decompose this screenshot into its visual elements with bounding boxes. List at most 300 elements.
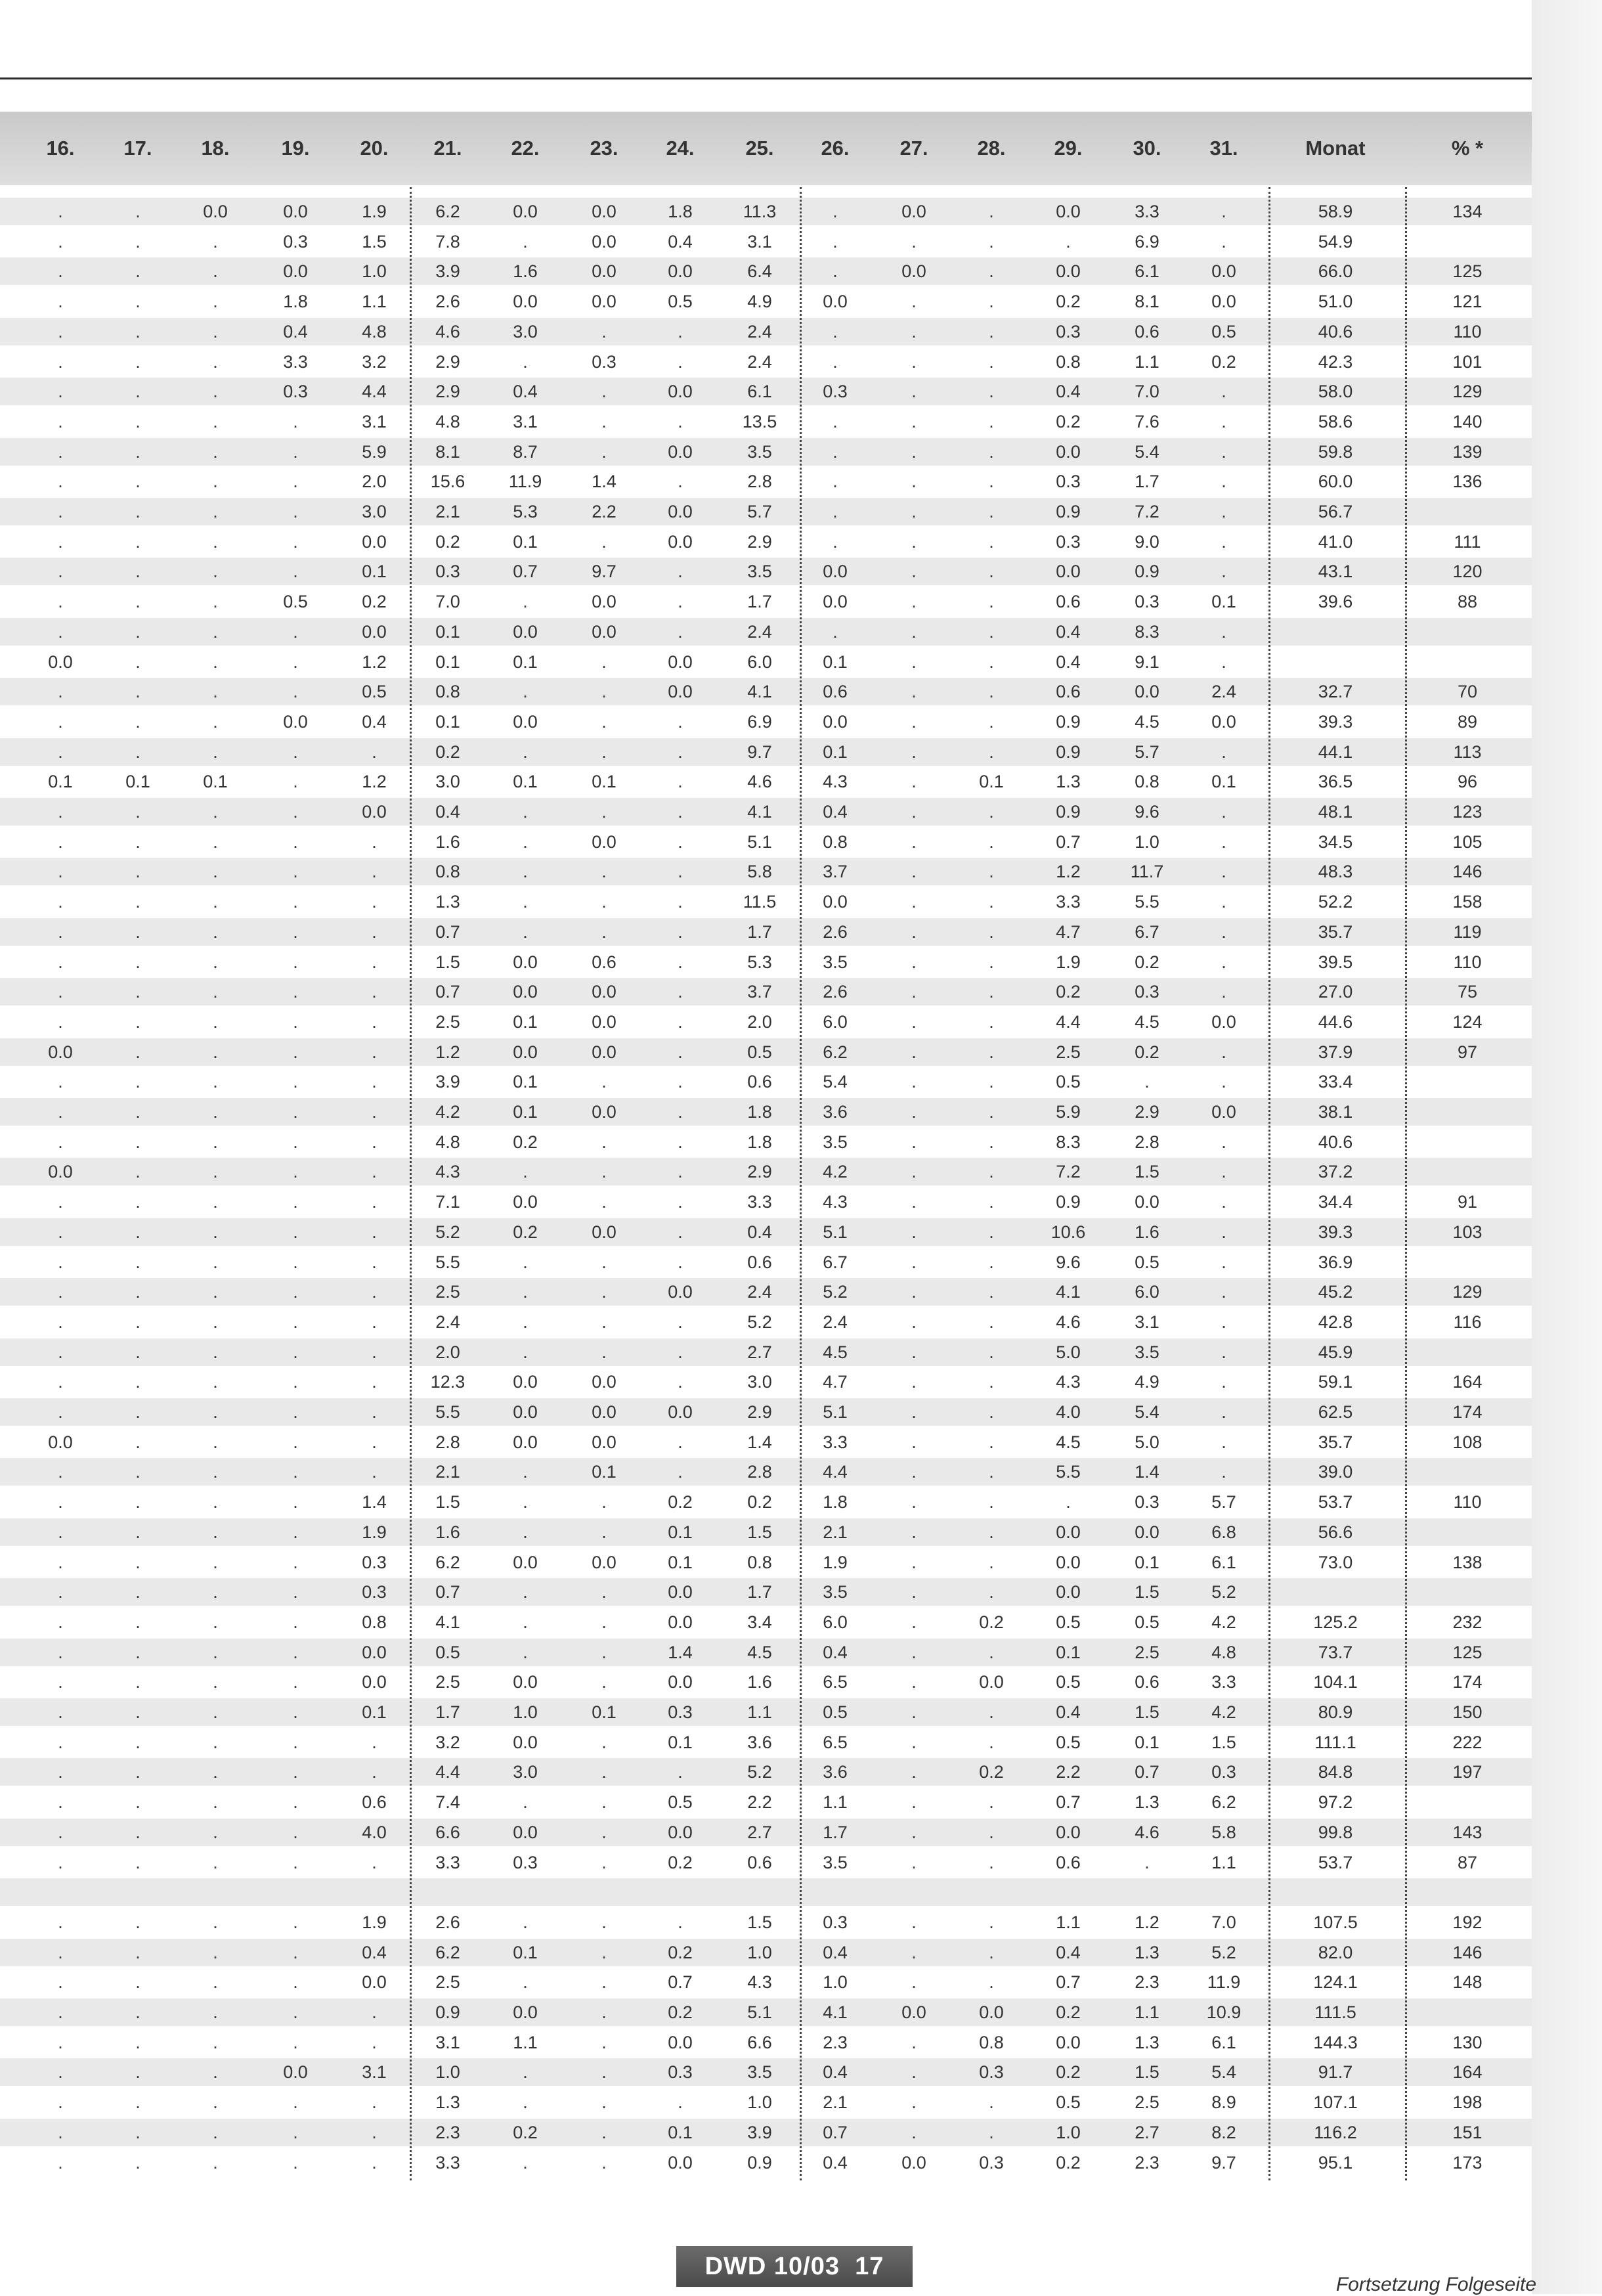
table-cell: . bbox=[372, 1132, 377, 1152]
table-cell: . bbox=[293, 1732, 298, 1752]
table-cell: 8.9 bbox=[1211, 2092, 1236, 2113]
table-cell: . bbox=[213, 2122, 218, 2142]
table-cell: 5.0 bbox=[1135, 1432, 1159, 1452]
table-cell: 1.4 bbox=[362, 1492, 387, 1512]
table-cell: 0.4 bbox=[1056, 621, 1081, 642]
table-cell: 6.2 bbox=[435, 1942, 460, 1962]
table-cell: 0.1 bbox=[592, 1702, 617, 1722]
table-cell: . bbox=[213, 1492, 218, 1512]
column-separator bbox=[800, 187, 802, 2180]
continuation-note: Fortsetzung Folgeseite bbox=[1335, 2274, 1536, 2295]
table-cell: . bbox=[911, 682, 917, 702]
table-cell: . bbox=[213, 382, 218, 402]
table-cell: 0.0 bbox=[48, 651, 73, 672]
table-cell: . bbox=[58, 1222, 63, 1242]
table-cell: . bbox=[523, 1612, 528, 1632]
table-cell: 0.0 bbox=[48, 1432, 73, 1452]
table-cell: 0.0 bbox=[592, 1552, 617, 1572]
table-cell: 0.5 bbox=[1211, 321, 1236, 342]
table-cell: . bbox=[372, 1402, 377, 1422]
table-cell: 2.5 bbox=[435, 1282, 460, 1302]
table-cell: . bbox=[213, 2062, 218, 2083]
table-cell: . bbox=[911, 1312, 917, 1332]
table-cell: 0.7 bbox=[435, 921, 460, 942]
table-cell: 0.3 bbox=[1056, 531, 1081, 552]
table-cell: . bbox=[911, 411, 917, 431]
table-cell: 56.6 bbox=[1318, 1522, 1353, 1542]
table-cell: 91 bbox=[1457, 1192, 1478, 1212]
table-cell: 0.3 bbox=[1135, 1492, 1159, 1512]
table-cell: . bbox=[135, 1462, 141, 1482]
table-cell: 0.0 bbox=[1056, 1522, 1081, 1542]
table-cell: 0.6 bbox=[1056, 1852, 1081, 1872]
table-cell: . bbox=[833, 472, 838, 492]
table-cell: . bbox=[911, 1732, 917, 1752]
table-cell: 124.1 bbox=[1313, 1972, 1358, 1993]
table-cell: 0.0 bbox=[979, 1672, 1004, 1692]
table-cell: . bbox=[135, 921, 141, 942]
table-cell: 129 bbox=[1452, 382, 1483, 402]
table-cell: . bbox=[372, 1342, 377, 1362]
table-cell: . bbox=[989, 1912, 994, 1932]
table-cell: 39.6 bbox=[1318, 592, 1353, 612]
table-cell: . bbox=[911, 711, 917, 732]
table-cell: . bbox=[989, 711, 994, 732]
table-cell: . bbox=[678, 741, 683, 762]
table-cell: . bbox=[911, 892, 917, 912]
table-cell: . bbox=[293, 562, 298, 582]
table-cell: 1.2 bbox=[1135, 1912, 1159, 1932]
table-cell: 192 bbox=[1452, 1912, 1483, 1932]
table-cell: 58.6 bbox=[1318, 411, 1353, 431]
table-cell: . bbox=[58, 952, 63, 972]
table-cell: . bbox=[1221, 1162, 1226, 1182]
table-cell: . bbox=[678, 321, 683, 342]
table-cell: . bbox=[135, 711, 141, 732]
table-cell: 42.3 bbox=[1318, 351, 1353, 372]
table-cell: 0.0 bbox=[823, 711, 848, 732]
table-cell: 7.4 bbox=[435, 1792, 460, 1813]
table-cell: 6.0 bbox=[823, 1011, 848, 1032]
table-cell: 0.0 bbox=[362, 531, 387, 552]
table-cell: . bbox=[989, 831, 994, 852]
table-cell: 3.3 bbox=[1056, 892, 1081, 912]
table-cell: 7.0 bbox=[1211, 1912, 1236, 1932]
table-cell: 3.3 bbox=[283, 351, 308, 372]
table-cell: . bbox=[911, 1222, 917, 1242]
table-cell: . bbox=[372, 921, 377, 942]
table-cell: . bbox=[293, 651, 298, 672]
table-cell: . bbox=[911, 741, 917, 762]
table-cell: . bbox=[601, 892, 607, 912]
table-cell: . bbox=[293, 982, 298, 1002]
table-cell: . bbox=[989, 321, 994, 342]
table-cell: . bbox=[293, 1792, 298, 1813]
table-cell: . bbox=[601, 1162, 607, 1182]
table-cell: 1.0 bbox=[747, 1942, 772, 1962]
table-cell: . bbox=[523, 892, 528, 912]
table-cell: . bbox=[601, 741, 607, 762]
table-cell: 1.0 bbox=[435, 2062, 460, 2083]
table-cell: . bbox=[911, 1192, 917, 1212]
table-cell: 4.9 bbox=[1135, 1372, 1159, 1392]
table-cell: 56.7 bbox=[1318, 502, 1353, 521]
table-cell: 1.5 bbox=[1135, 1582, 1159, 1602]
table-cell: . bbox=[372, 1222, 377, 1242]
row-band bbox=[0, 1878, 1532, 1906]
table-cell: . bbox=[523, 592, 528, 612]
table-cell: 0.6 bbox=[747, 1252, 772, 1272]
table-cell: 3.2 bbox=[435, 1732, 460, 1752]
table-cell: . bbox=[678, 1162, 683, 1182]
table-cell: 0.0 bbox=[592, 1011, 617, 1032]
table-cell: . bbox=[911, 862, 917, 882]
table-cell: 7.0 bbox=[435, 592, 460, 612]
table-cell: . bbox=[1066, 231, 1071, 252]
table-cell: . bbox=[213, 682, 218, 702]
table-cell: . bbox=[911, 1702, 917, 1722]
table-cell: . bbox=[293, 1462, 298, 1482]
table-cell: 1.9 bbox=[823, 1552, 848, 1572]
table-cell: 5.9 bbox=[362, 441, 387, 462]
table-cell: 4.6 bbox=[435, 321, 460, 342]
table-cell: . bbox=[989, 1582, 994, 1602]
table-cell: 5.5 bbox=[435, 1252, 460, 1272]
table-cell: . bbox=[213, 1582, 218, 1602]
table-cell: . bbox=[135, 202, 141, 221]
table-cell: 0.4 bbox=[823, 2062, 848, 2083]
table-cell: 2.1 bbox=[435, 1462, 460, 1482]
table-cell: . bbox=[1221, 1402, 1226, 1422]
table-cell: . bbox=[523, 1312, 528, 1332]
table-cell: . bbox=[1221, 202, 1226, 221]
table-cell: 4.3 bbox=[823, 1192, 848, 1212]
table-cell: . bbox=[601, 2152, 607, 2173]
table-cell: . bbox=[601, 2122, 607, 2142]
table-cell: . bbox=[58, 1552, 63, 1572]
table-cell: 3.3 bbox=[823, 1432, 848, 1452]
table-cell: . bbox=[58, 1011, 63, 1032]
table-cell: 54.9 bbox=[1318, 231, 1353, 252]
table-cell: . bbox=[989, 1462, 994, 1482]
table-cell: 0.9 bbox=[1056, 741, 1081, 762]
table-cell: . bbox=[58, 1312, 63, 1332]
table-cell: . bbox=[601, 1672, 607, 1692]
table-cell: . bbox=[58, 502, 63, 521]
table-cell: . bbox=[678, 1192, 683, 1212]
table-cell: . bbox=[213, 1972, 218, 1993]
table-cell: 2.9 bbox=[1135, 1102, 1159, 1122]
table-cell: 0.0 bbox=[668, 1402, 693, 1422]
table-cell: 174 bbox=[1452, 1402, 1483, 1422]
table-cell: 0.0 bbox=[592, 1432, 617, 1452]
table-cell: . bbox=[989, 441, 994, 462]
table-cell: . bbox=[372, 741, 377, 762]
table-cell: . bbox=[135, 1852, 141, 1872]
table-cell: 1.7 bbox=[823, 1822, 848, 1842]
table-cell: . bbox=[911, 1582, 917, 1602]
table-cell: . bbox=[1221, 1222, 1226, 1242]
table-cell: . bbox=[293, 1702, 298, 1722]
table-cell: . bbox=[1221, 892, 1226, 912]
table-cell: . bbox=[135, 1162, 141, 1182]
table-cell: . bbox=[911, 772, 917, 792]
table-cell: 6.5 bbox=[823, 1672, 848, 1692]
table-cell: . bbox=[601, 1072, 607, 1092]
table-cell: . bbox=[989, 1192, 994, 1212]
table-cell: . bbox=[678, 1042, 683, 1062]
table-cell: 0.3 bbox=[283, 231, 308, 252]
table-cell: . bbox=[1221, 1432, 1226, 1452]
column-separator bbox=[410, 187, 412, 2180]
table-cell: 3.1 bbox=[1135, 1312, 1159, 1332]
table-cell: . bbox=[58, 1522, 63, 1542]
table-cell: 0.2 bbox=[668, 1492, 693, 1512]
table-cell: . bbox=[601, 1942, 607, 1962]
table-cell: . bbox=[293, 1192, 298, 1212]
table-cell: 41.0 bbox=[1318, 531, 1353, 552]
table-cell: 0.1 bbox=[435, 621, 460, 642]
table-cell: 1.6 bbox=[513, 261, 538, 282]
table-cell: . bbox=[58, 1282, 63, 1302]
table-cell: 0.5 bbox=[283, 592, 308, 612]
table-cell: 5.7 bbox=[747, 502, 772, 521]
table-cell: 84.8 bbox=[1318, 1762, 1353, 1782]
table-cell: 2.9 bbox=[747, 1402, 772, 1422]
table-cell: 0.3 bbox=[1135, 592, 1159, 612]
table-cell: . bbox=[833, 321, 838, 342]
column-header: 21. bbox=[433, 137, 462, 160]
table-cell: 4.1 bbox=[747, 682, 772, 702]
table-cell: 116 bbox=[1453, 1312, 1482, 1332]
table-cell: 3.9 bbox=[435, 1072, 460, 1092]
table-cell: . bbox=[372, 1282, 377, 1302]
table-cell: . bbox=[989, 592, 994, 612]
table-cell: . bbox=[833, 202, 838, 221]
table-cell: . bbox=[58, 1612, 63, 1632]
table-cell: . bbox=[293, 1402, 298, 1422]
table-cell: . bbox=[678, 2092, 683, 2113]
table-cell: 0.0 bbox=[1211, 711, 1236, 732]
table-cell: 2.8 bbox=[435, 1432, 460, 1452]
table-cell: 0.0 bbox=[668, 1822, 693, 1842]
table-cell: 34.5 bbox=[1318, 831, 1353, 852]
table-cell: 4.8 bbox=[362, 321, 387, 342]
table-cell: 3.1 bbox=[747, 231, 772, 252]
table-cell: 0.8 bbox=[435, 862, 460, 882]
table-cell: 0.2 bbox=[513, 1222, 538, 1242]
table-cell: 4.0 bbox=[1056, 1402, 1081, 1422]
table-cell: 0.0 bbox=[513, 982, 538, 1002]
table-cell: . bbox=[911, 1372, 917, 1392]
table-cell: . bbox=[372, 1252, 377, 1272]
table-cell: 7.0 bbox=[1135, 382, 1159, 402]
table-cell: . bbox=[135, 1011, 141, 1032]
table-cell: . bbox=[213, 1792, 218, 1813]
table-cell: . bbox=[1221, 802, 1226, 822]
table-cell: 0.7 bbox=[1056, 1972, 1081, 1993]
table-cell: 113 bbox=[1453, 741, 1482, 762]
table-cell: . bbox=[135, 1192, 141, 1212]
table-cell: 0.0 bbox=[1211, 1011, 1236, 1032]
table-cell: . bbox=[372, 831, 377, 852]
table-cell: 32.7 bbox=[1318, 682, 1353, 702]
table-cell: 0.0 bbox=[668, 1582, 693, 1602]
column-header: 17. bbox=[123, 137, 152, 160]
table-cell: . bbox=[989, 1702, 994, 1722]
table-cell: 1.8 bbox=[668, 202, 693, 221]
table-cell: 2.4 bbox=[1211, 682, 1236, 702]
table-cell: 1.3 bbox=[435, 2092, 460, 2113]
table-cell: 4.6 bbox=[1056, 1312, 1081, 1332]
table-cell: 3.5 bbox=[823, 1852, 848, 1872]
table-cell: 0.2 bbox=[1056, 292, 1081, 312]
table-cell: 4.3 bbox=[823, 772, 848, 792]
table-cell: 0.0 bbox=[823, 892, 848, 912]
table-cell: . bbox=[601, 2062, 607, 2083]
table-cell: . bbox=[58, 1732, 63, 1752]
table-cell: . bbox=[58, 982, 63, 1002]
table-cell: 8.7 bbox=[513, 441, 538, 462]
table-cell: 0.2 bbox=[1056, 2152, 1081, 2173]
table-cell: 97.2 bbox=[1318, 1792, 1353, 1813]
table-cell: . bbox=[293, 952, 298, 972]
table-cell: . bbox=[601, 682, 607, 702]
table-cell: . bbox=[911, 231, 917, 252]
table-cell: 0.3 bbox=[362, 1552, 387, 1572]
table-cell: . bbox=[911, 1011, 917, 1032]
table-cell: . bbox=[135, 1552, 141, 1572]
table-cell: 0.3 bbox=[592, 351, 617, 372]
table-cell: 0.4 bbox=[668, 231, 693, 252]
table-cell: . bbox=[911, 321, 917, 342]
table-cell: 5.4 bbox=[1135, 1402, 1159, 1422]
table-cell: . bbox=[58, 1462, 63, 1482]
table-cell: . bbox=[58, 321, 63, 342]
table-cell: 0.1 bbox=[513, 651, 538, 672]
table-cell: 0.2 bbox=[1056, 2002, 1081, 2022]
table-cell: . bbox=[58, 1072, 63, 1092]
table-cell: . bbox=[601, 411, 607, 431]
table-cell: 39.5 bbox=[1318, 952, 1353, 972]
table-cell: . bbox=[213, 1342, 218, 1362]
table-cell: 1.5 bbox=[435, 1492, 460, 1512]
table-cell: 1.5 bbox=[747, 1912, 772, 1932]
table-cell: 80.9 bbox=[1318, 1702, 1353, 1722]
table-cell: . bbox=[601, 1132, 607, 1152]
table-cell: . bbox=[989, 862, 994, 882]
table-cell: . bbox=[601, 1642, 607, 1662]
table-cell: . bbox=[601, 1252, 607, 1272]
table-cell: . bbox=[1221, 621, 1226, 642]
column-header: 23. bbox=[590, 137, 618, 160]
table-cell: . bbox=[989, 1252, 994, 1272]
table-cell: . bbox=[135, 1222, 141, 1242]
table-cell: . bbox=[989, 1102, 994, 1122]
table-cell: . bbox=[911, 1252, 917, 1272]
table-cell: 2.5 bbox=[1135, 2092, 1159, 2113]
table-cell: 3.5 bbox=[747, 2062, 772, 2083]
table-cell: 1.2 bbox=[1056, 862, 1081, 882]
table-cell: . bbox=[601, 2032, 607, 2052]
table-cell: . bbox=[601, 1282, 607, 1302]
footer-badge bbox=[676, 2246, 913, 2287]
table-cell: . bbox=[58, 682, 63, 702]
table-cell: . bbox=[989, 411, 994, 431]
table-cell: . bbox=[58, 1582, 63, 1602]
table-cell: . bbox=[58, 1762, 63, 1782]
table-cell: . bbox=[58, 1102, 63, 1122]
table-cell: 0.0 bbox=[901, 202, 926, 221]
table-cell: 27.0 bbox=[1318, 982, 1353, 1002]
table-cell: . bbox=[213, 741, 218, 762]
table-cell: . bbox=[1144, 1072, 1150, 1092]
table-cell: 6.7 bbox=[823, 1252, 848, 1272]
table-cell: . bbox=[293, 621, 298, 642]
table-cell: 3.9 bbox=[747, 2122, 772, 2142]
table-cell: 2.2 bbox=[1056, 1762, 1081, 1782]
table-cell: 12.3 bbox=[430, 1372, 465, 1392]
table-cell: 3.0 bbox=[513, 1762, 538, 1782]
table-cell: . bbox=[213, 802, 218, 822]
table-cell: 3.0 bbox=[362, 502, 387, 521]
table-cell: 11.7 bbox=[1130, 862, 1164, 882]
table-cell: 0.3 bbox=[823, 382, 848, 402]
table-cell: . bbox=[601, 1492, 607, 1512]
table-cell: 0.4 bbox=[362, 711, 387, 732]
table-cell: 6.0 bbox=[1135, 1282, 1159, 1302]
table-cell: . bbox=[293, 2002, 298, 2022]
table-cell: . bbox=[989, 1402, 994, 1422]
table-cell: . bbox=[213, 2002, 218, 2022]
table-cell: 3.1 bbox=[362, 2062, 387, 2083]
table-cell: . bbox=[58, 2002, 63, 2022]
table-cell: . bbox=[989, 1552, 994, 1572]
table-cell: 0.0 bbox=[1056, 562, 1081, 582]
table-cell: 0.8 bbox=[1135, 772, 1159, 792]
table-cell: 0.3 bbox=[283, 382, 308, 402]
table-cell: . bbox=[135, 441, 141, 462]
table-cell: . bbox=[911, 1852, 917, 1872]
table-cell: . bbox=[523, 682, 528, 702]
table-cell: . bbox=[601, 1192, 607, 1212]
table-cell: . bbox=[135, 531, 141, 552]
table-cell: 36.5 bbox=[1318, 772, 1353, 792]
table-cell: . bbox=[293, 1011, 298, 1032]
table-cell: . bbox=[1221, 1372, 1226, 1392]
table-cell: 151 bbox=[1452, 2122, 1483, 2142]
table-cell: . bbox=[911, 2122, 917, 2142]
table-cell: 0.5 bbox=[1135, 1612, 1159, 1632]
table-cell: 1.0 bbox=[1056, 2122, 1081, 2142]
table-cell: 1.0 bbox=[823, 1972, 848, 1993]
table-cell: . bbox=[135, 502, 141, 521]
table-cell: 0.3 bbox=[1211, 1762, 1236, 1782]
table-cell: 1.5 bbox=[747, 1522, 772, 1542]
table-cell: . bbox=[911, 2062, 917, 2083]
table-cell: 4.4 bbox=[362, 382, 387, 402]
table-cell: . bbox=[293, 2032, 298, 2052]
table-cell: . bbox=[678, 862, 683, 882]
table-cell: . bbox=[601, 382, 607, 402]
table-cell: . bbox=[989, 921, 994, 942]
table-cell: 1.0 bbox=[747, 2092, 772, 2113]
table-cell: . bbox=[372, 2092, 377, 2113]
table-cell: . bbox=[135, 1732, 141, 1752]
table-cell: 5.8 bbox=[747, 862, 772, 882]
table-cell: . bbox=[135, 231, 141, 252]
table-cell: 6.7 bbox=[1135, 921, 1159, 942]
